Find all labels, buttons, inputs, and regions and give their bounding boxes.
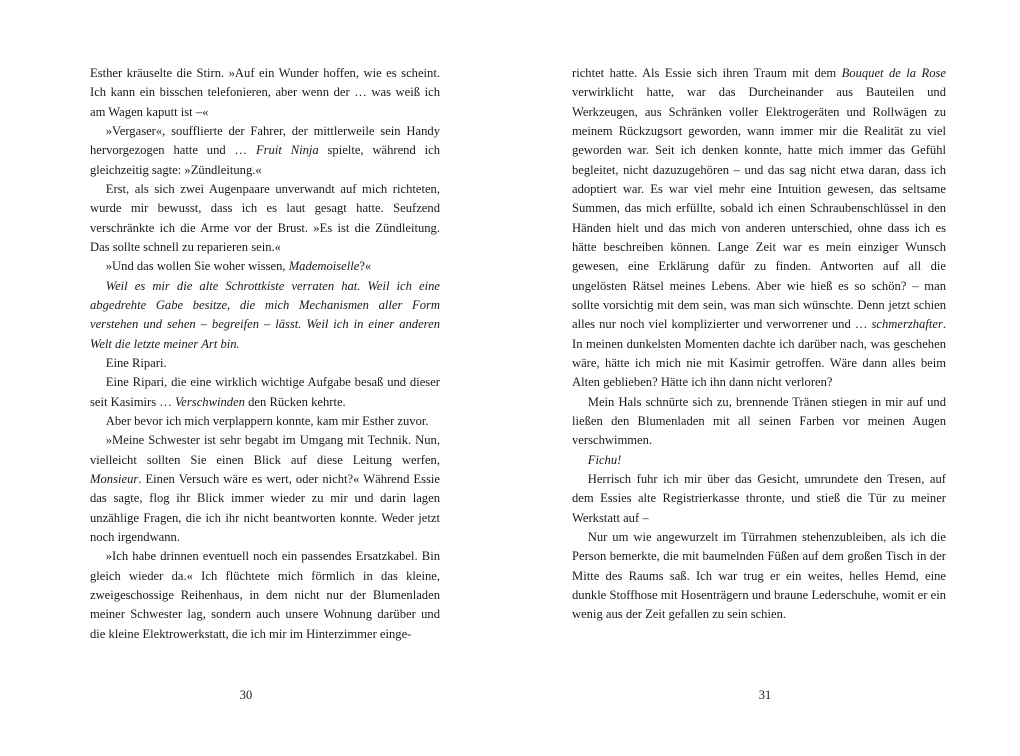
paragraph: [572, 470, 946, 528]
paragraph: [90, 354, 440, 373]
emphasized-text: Bouquet de la Rose: [841, 66, 946, 80]
text-run: »Und das wollen Sie woher wissen,: [105, 259, 289, 274]
emphasized-text: Mademoiselle: [288, 259, 360, 274]
text-run: Mein Hals schnürte sich zu, brennende Tränen stiegen in mir auf und ließen den Blumenladen mit all seinen Farben vor meinen Augen verschwimmen.: [572, 394, 946, 448]
paragraph: [90, 547, 440, 644]
paragraph: [572, 393, 946, 451]
text-run: Nur um wie angewurzelt im Türrahmen stehenzubleiben, als ich die Person bemerkte, die mit baumelnden Füßen auf dem großen Tisch in der Mitte des Raums saß. Ich war trug er ein weites, helles Hemd, eine dunkle Stoffhose mit Hosenträgern und braune Lederschuhe, womit er ein wenig aus der Zeit gefallen zu sein schien.: [572, 529, 946, 622]
text-run: Herrisch fuhr ich mir über das Gesicht, umrundete den Tresen, auf dem Essies alte Registrierkasse thronte, und stieß die Tür zu meiner Werkstatt auf –: [572, 471, 946, 525]
emphasized-text: Verschwinden: [175, 394, 245, 409]
emphasized-text: Fruit Ninja: [255, 143, 319, 158]
left-page-folio: 30: [239, 688, 253, 702]
text-run: Esther kräuselte die Stirn. »Auf ein Wunder hoffen, wie es scheint. Ich kann ein bisschen telefonieren, aber wenn der … was weiß ich am Wagen kaputt ist –«: [90, 66, 440, 119]
emphasized-text: Monsieur: [90, 471, 139, 486]
text-run: Weil es mir die alte Schrottkiste verraten hat. Weil ich eine abgedrehte Gabe besitze, die mich Mechanismen aller Form verstehen und sehen – begreifen – lässt. Weil ich in einer anderen Welt die letzte meiner Art bin.: [90, 278, 440, 351]
text-run: »Vergaser«, soufflierte der Fahrer, der mittlerweile sein Handy hervorgezogen hatte und …: [90, 123, 440, 158]
paragraph: [90, 412, 440, 431]
paragraph: [572, 64, 946, 393]
text-run: Fichu!: [587, 452, 622, 467]
left-page-text-column: [90, 64, 440, 644]
right-page: [510, 0, 1020, 756]
text-run: »Meine Schwester ist sehr begabt im Umgang mit Technik. Nun, vielleicht sollten Sie einen Blick auf diese Leitung werfen,: [90, 433, 440, 467]
paragraph: [90, 122, 440, 180]
right-page-text-column: [572, 64, 946, 625]
paragraph: [572, 528, 946, 625]
text-run: verwirklicht hatte, war das Durcheinander aus Bauteilen und Werkzeugen, aus Schränken voller Elektrogeräten und Rollwägen zu meinem Rückzugsort geworden, wann immer mir die Realität zu viel geworden war. Seit ich denken konnte, hatte mich immer das Gefühl begleitet, nicht dazuzugehören – und das sag nicht etwa daran, dass ich adoptiert war. Es war viel mehr eine Intuition gewesen, das seltsame Summen, das mich erfüllte, sobald ich einen Schraubenschlüssel in den Händen hielt und das mich von anderen unterschied, ohne dass ich es hätte beschreiben können. Lange Zeit war es mein einziger Wunsch gewesen, eine Erklärung dafür zu finden. Antworten auf all die ungelösten Rätsel meines Lebens. Aber wie hieß es so schön? – man sollte vorsichtig mit dem sein, was man sich wünschte. Denn jetzt schien alles nur noch viel komplizierter und verworrener und …: [572, 85, 946, 332]
paragraph: [90, 180, 440, 257]
text-run: . Einen Versuch wäre es wert, oder nicht?« Während Essie das sagte, flog ihr Blick immer wieder zu mir und darin lagen unzählige Fragen, die ich ihr nicht beantworten konnte. Weder jetzt noch irgendwann.: [90, 471, 440, 544]
text-run: Aber bevor ich mich verplappern konnte, kam mir Esther zuvor.: [105, 413, 429, 428]
text-run: Eine Ripari, die eine wirklich wichtige Aufgabe besaß und dieser seit Kasimirs …: [90, 375, 440, 409]
paragraph: [90, 277, 440, 354]
emphasized-text: schmerzhafter: [871, 317, 943, 332]
right-page-folio: 31: [758, 688, 772, 702]
paragraph: [90, 257, 440, 276]
text-run: Erst, als sich zwei Augenpaare unverwandt auf mich richteten, wurde mir bewusst, dass ich es laut gesagt hatte. Seufzend verschränkte ich die Arme vor der Brust. »Es ist die Zündleitung. Das sollte schnell zu reparieren sein.«: [90, 181, 440, 254]
paragraph: [90, 373, 440, 412]
paragraph: [572, 451, 946, 470]
text-run: »Ich habe drinnen eventuell noch ein passendes Ersatzkabel. Bin gleich wieder da.« Ich flüchtete mich förmlich in das kleine, zweigeschossige Reihenhaus, in dem nicht nur der Blumenladen meiner Schwester lag, sondern auch unsere Wohnung darüber und die kleine Elektrowerkstatt, die ich mir im Hinterzimmer einge-: [90, 549, 440, 641]
text-run: . In meinen dunkelsten Momenten dachte ich darüber nach, was geschehen wäre, hätte ich mich nie mit Kasimir getroffen. Wäre dann alles beim Alten geblieben? Hätte ich ihn dann nicht verloren?: [572, 317, 946, 390]
text-run: richtet hatte. Als Essie sich ihren Traum mit dem: [572, 66, 842, 80]
text-run: den Rücken kehrte.: [244, 394, 346, 409]
text-run: Eine Ripari.: [105, 355, 167, 370]
paragraph: [90, 64, 440, 122]
text-run: spielte, während ich gleichzeitig sagte: »Zündleitung.«: [90, 143, 440, 177]
text-run: ?«: [359, 259, 372, 274]
paragraph: [90, 431, 440, 547]
